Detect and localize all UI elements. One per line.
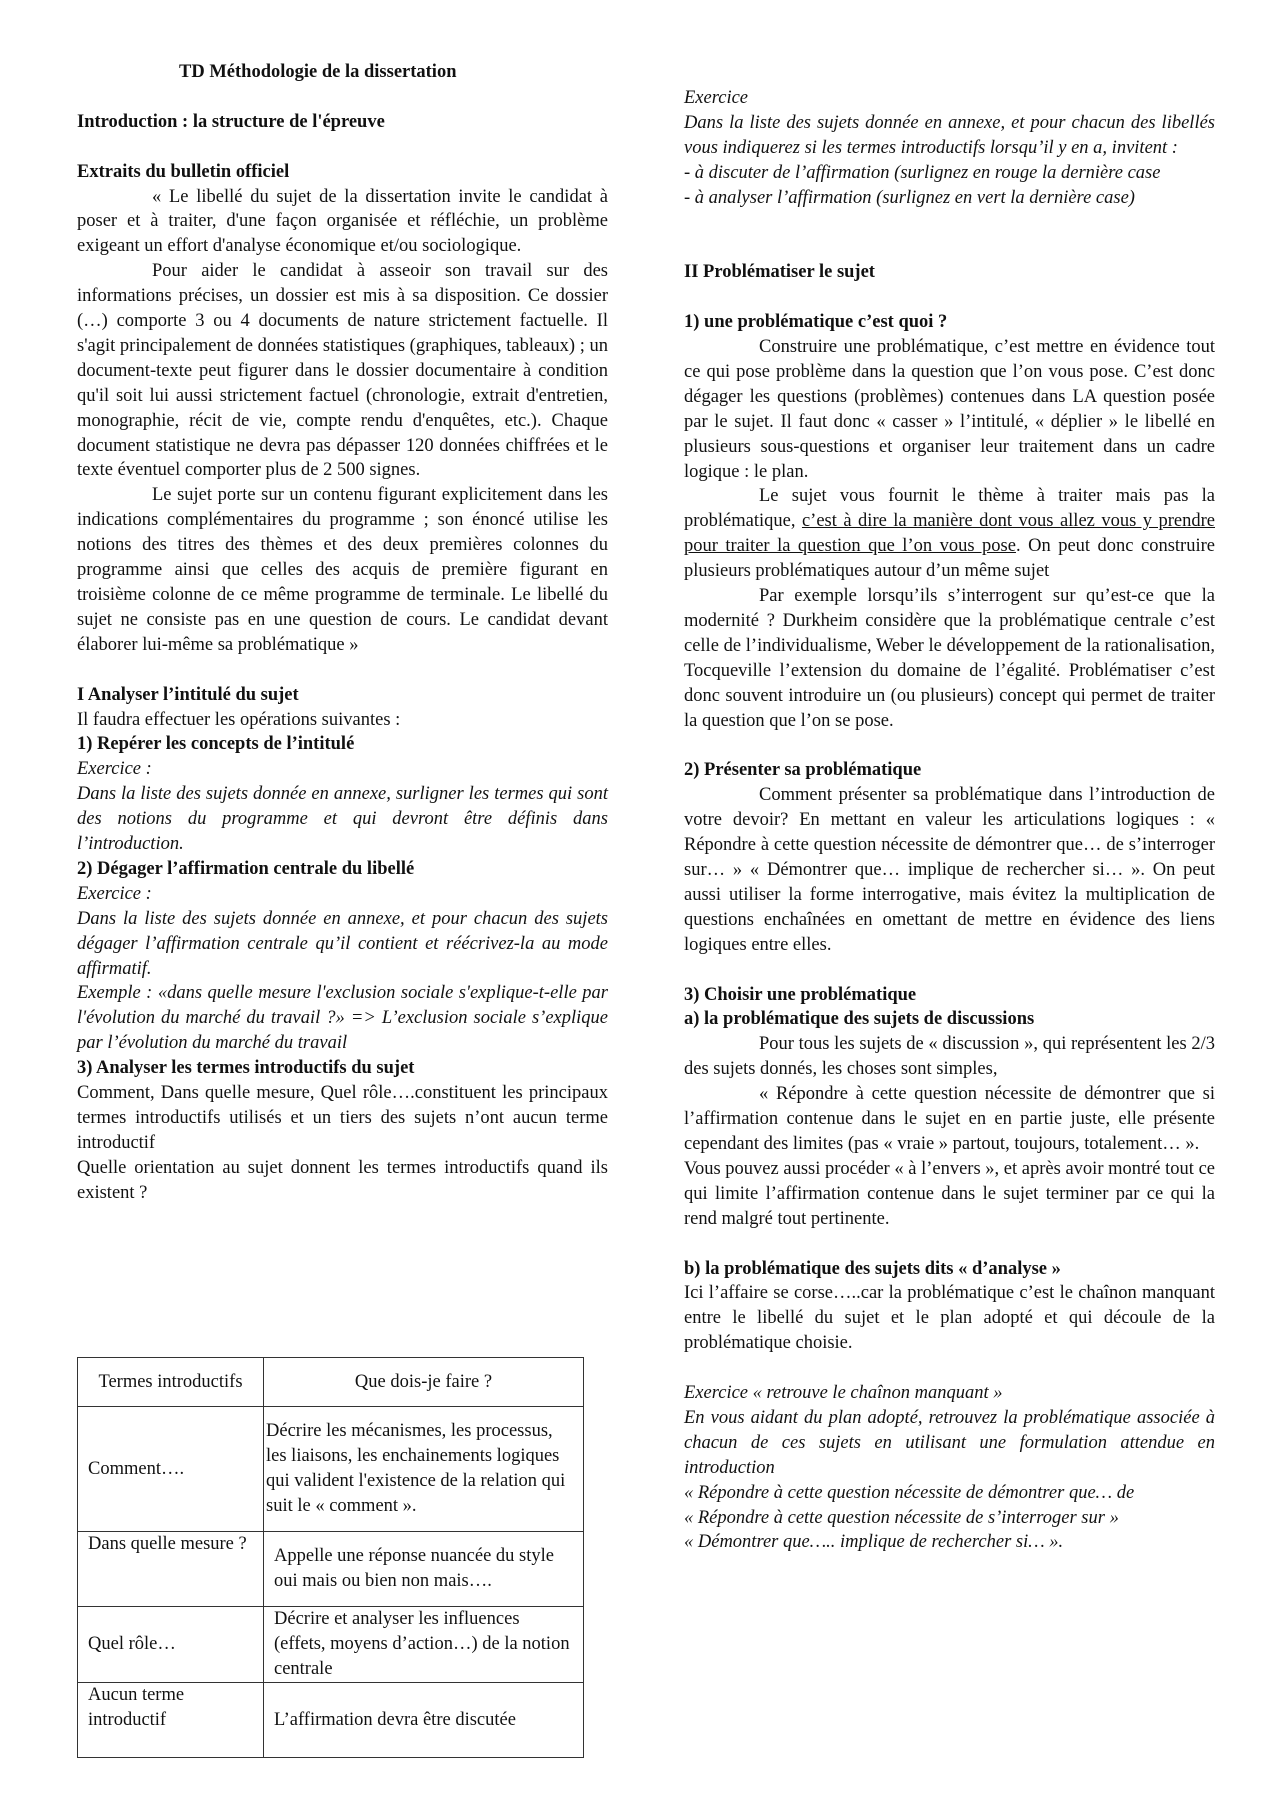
document-title: TD Méthodologie de la dissertation (179, 62, 457, 82)
table-cell-action: Appelle une réponse nuancée du style oui mais ou bien non mais…. (264, 1532, 584, 1607)
italic-text: Dans la liste des sujets donnée en annexe, et pour chacun des libellés vous indiquerez si les termes introductifs lorsqu’il y en a, invitent : (684, 112, 1215, 158)
paragraph: Il faudra effectuer les opérations suivantes : (77, 709, 401, 730)
italic-text: Exemple : «dans quelle mesure l'exclusion sociale s'explique-t-elle par l'évolution du marché du travail ?» => L’exclusion sociale s’explique par l’évolution du marché du travail (77, 983, 608, 1054)
table-cell-term: Dans quelle mesure ? (78, 1532, 264, 1607)
table-cell-action: L’affirmation devra être discutée (264, 1683, 584, 1758)
blank-line (77, 135, 608, 160)
section-heading: a) la problématique des sujets de discussions (684, 1009, 1035, 1030)
italic-text: Dans la liste des sujets donnée en annexe, et pour chacun des sujets dégager l’affirmation centrale qu’il contient et réécrivez-la au mode affirmatif. (77, 908, 608, 979)
italic-text: « Répondre à cette question nécessite de s’interroger sur » (684, 1507, 1119, 1528)
paragraph: Pour aider le candidat à asseoir son travail sur des informations précises, un dossier est mis à sa disposition. Ce dossier (…) comporte 3 ou 4 documents de nature strictement factuelle. Il s'agit principalement de données statistiques (graphiques, tableaux) ; un document-texte peut figurer dans le dossier documentaire à condition qu'il soit lui aussi strictement factuel (chronologie, extrait d'entretien, monographie, récit de vie, compte rendu d'enquêtes, etc.). Chaque document statistique ne devra pas dépasser 120 données chiffrées et le texte éventuel comporter plus de 2 500 signes. (77, 261, 608, 481)
italic-text: Exercice (684, 88, 749, 108)
table-cell-action: Décrire et analyser les influences (effets, moyens d’action…) de la notion centrale (264, 1607, 584, 1683)
italic-text: Exercice : (77, 759, 152, 780)
paragraph: Comment, Dans quelle mesure, Quel rôle….constituent les principaux termes introductifs utilisés et un tiers des sujets n’ont aucun terme introductif (77, 1083, 608, 1153)
italic-text: Dans la liste des sujets donnée en annexe, surligner les termes qui sont des notions du programme et qui devront être définis dans l’introduction. (77, 784, 608, 855)
italic-text: Exercice « retrouve le chaînon manquant » (684, 1383, 1003, 1404)
section-heading: 1) une problématique c’est quoi ? (684, 312, 948, 333)
text-span: Le sujet vous fournit le thème à traiter mais pas la problématique, (684, 486, 1215, 532)
section-heading: Introduction : la structure de l'épreuve (77, 111, 385, 132)
paragraph: Par exemple lorsqu’ils s’interrogent sur qu’est-ce que la modernité ? Durkheim considère que la problématique centrale c’est celle de l’individualisme, Weber le développement de la rationalisation, Tocqueville l’extension du domaine de l’égalité. Problématiser c’est donc souvent introduire un (ou plusieurs) concept qui permet de traiter la question que l’on se pose. (684, 586, 1215, 731)
text-span: . On peut donc construire plusieurs problématiques autour d’un même sujet (684, 536, 1215, 582)
paragraph: Ici l’affaire se corse…..car la problématique c’est le chaînon manquant entre le libellé du sujet et le plan adopté et qui découle de la problématique choisie. (684, 1283, 1215, 1354)
italic-text: En vous aidant du plan adopté, retrouvez la problématique associée à chacun de ces sujets en utilisant une formulation attendue en introduction (684, 1407, 1215, 1478)
underlined-text: c’est à dire la manière dont vous allez vous y prendre pour traiter la question que l’on vous pose (684, 511, 1215, 557)
italic-text: - à analyser l’affirmation (surlignez en vert la dernière case) (684, 187, 1135, 208)
blank-line (684, 211, 1215, 236)
table-header: Termes introductifs (78, 1358, 264, 1407)
paragraph: « Le libellé du sujet de la dissertation invite le candidat à poser et à traiter, d'une façon organisée et réfléchie, un problème exigeant un effort d'analyse économique et/ou sociologique. (77, 186, 608, 257)
table-cell-term: Quel rôle… (78, 1607, 264, 1683)
blank-line (684, 1356, 1215, 1381)
section-heading: II Problématiser le sujet (684, 262, 875, 283)
section-heading: b) la problématique des sujets dits « d’analyse » (684, 1258, 1061, 1279)
table-row (78, 1683, 584, 1758)
table-cell-term: Aucun terme introductif (78, 1683, 264, 1758)
italic-text: - à discuter de l’affirmation (surlignez en rouge la dernière case (684, 162, 1161, 183)
paragraph: Construire une problématique, c’est mettre en évidence tout ce qui pose problème dans la question que l’on vous pose. C’est donc dégager les questions (problèmes) contenues dans LA question posée par le sujet. Il faut donc « casser » l’intitulé, « déplier » le libellé en plusieurs sous-questions et organiser leur traitement dans un cadre logique : le plan. (684, 337, 1215, 482)
table-cell-action: Décrire les mécanismes, les processus, les liaisons, les enchainements logiques qui valident l'existence de la relation qui suit le « comment ». (264, 1407, 584, 1532)
blank-line (684, 958, 1215, 983)
section-heading: 2) Présenter sa problématique (684, 760, 922, 781)
blank-line (684, 235, 1215, 260)
section-heading: 3) Choisir une problématique (684, 984, 917, 1005)
right-column (684, 86, 1215, 1555)
blank-line (684, 734, 1215, 759)
paragraph: Le sujet porte sur un contenu figurant explicitement dans les indications complémentaires du programme ; son énoncé utilise les notions des titres des thèmes et des deux premières colonnes du programme ainsi que celles des acquis de première figurant en troisième colonne de ce même programme de terminale. Le libellé du sujet ne consiste pas en une question de cours. Le candidat devant élaborer lui-même sa problématique » (77, 485, 608, 655)
italic-text: « Démontrer que….. implique de rechercher si… ». (684, 1532, 1064, 1553)
table-header: Que dois-je faire ? (264, 1358, 584, 1407)
blank-line (684, 285, 1215, 310)
section-heading: 2) Dégager l’affirmation centrale du libellé (77, 858, 415, 879)
paragraph: Comment présenter sa problématique dans l’introduction de votre devoir? En mettant en valeur les articulations logiques : « Répondre à cette question nécessite de démontrer que… de s’interroger sur… » « Démontrer que… implique de rechercher si… ». On peut aussi utiliser la forme interrogative, mais évitez la multiplication de questions enchaînées en omettant de mettre en évidence des liens logiques entre elles. (684, 785, 1215, 955)
introductory-terms-table (77, 1357, 584, 1758)
paragraph: Vous pouvez aussi procéder « à l’envers », et après avoir montré tout ce qui limite l’affirmation contenue dans le sujet terminer par ce qui la rend malgré tout pertinente. (684, 1158, 1215, 1229)
table-row (78, 1407, 584, 1532)
italic-text: « Répondre à cette question nécessite de démontrer que… de (684, 1482, 1135, 1503)
table-cell-term: Comment…. (78, 1407, 264, 1532)
section-heading: I Analyser l’intitulé du sujet (77, 684, 299, 705)
blank-line (77, 85, 608, 110)
blank-line (684, 1232, 1215, 1257)
section-heading: 3) Analyser les termes introductifs du sujet (77, 1058, 415, 1079)
table-row (78, 1532, 584, 1607)
paragraph: Pour tous les sujets de « discussion », qui représentent les 2/3 des sujets donnés, les choses sont simples, (684, 1034, 1215, 1080)
paragraph: Quelle orientation au sujet donnent les termes introductifs quand ils existent ? (77, 1157, 608, 1203)
section-heading: Extraits du bulletin officiel (77, 161, 290, 182)
italic-text: Exercice : (77, 883, 152, 904)
section-heading: 1) Repérer les concepts de l’intitulé (77, 734, 355, 755)
paragraph (684, 484, 1215, 584)
table-row (78, 1607, 584, 1683)
blank-line (77, 658, 608, 683)
paragraph: « Répondre à cette question nécessite de démontrer que si l’affirmation contenue dans le sujet en en partie juste, elle présente cependant des limites (pas « vraie » partout, toujours, totalement… ». (684, 1084, 1215, 1154)
table-header-row (78, 1358, 584, 1407)
left-column (77, 60, 608, 1206)
